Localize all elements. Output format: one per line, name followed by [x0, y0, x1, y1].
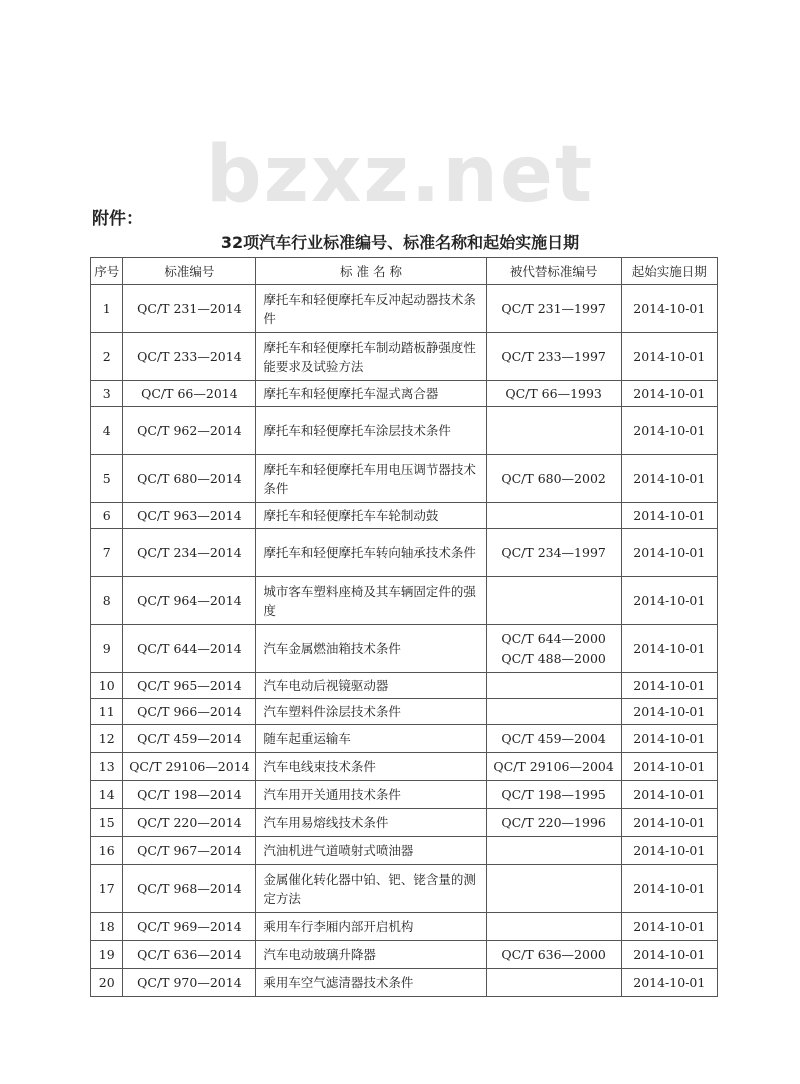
- row-seq: 9: [91, 625, 123, 673]
- row-replaced-code: [486, 865, 621, 913]
- row-replaced-code: [486, 503, 621, 529]
- row-seq: 11: [91, 699, 123, 725]
- table-title: 32项汽车行业标准编号、标准名称和起始实施日期: [220, 233, 580, 252]
- row-replaced-code: [486, 673, 621, 699]
- row-standard-code: QC/T 967—2014: [123, 837, 256, 865]
- row-standard-name: 乘用车行李厢内部开启机构: [256, 913, 486, 941]
- table-row: [91, 455, 718, 503]
- row-start-date: 2014-10-01: [621, 725, 717, 753]
- row-seq: 17: [91, 865, 123, 913]
- row-seq: 6: [91, 503, 123, 529]
- row-seq: 7: [91, 529, 123, 577]
- row-standard-name: 乘用车空气滤清器技术条件: [256, 969, 486, 997]
- row-start-date: 2014-10-01: [621, 941, 717, 969]
- header-standard-code: 标准编号: [123, 258, 256, 285]
- table-row: [91, 699, 718, 725]
- table-row: [91, 529, 718, 577]
- row-start-date: 2014-10-01: [621, 699, 717, 725]
- row-start-date: 2014-10-01: [621, 673, 717, 699]
- row-standard-code: QC/T 965—2014: [123, 673, 256, 699]
- row-start-date: 2014-10-01: [621, 625, 717, 673]
- row-replaced-code: QC/T 231—1997: [486, 285, 621, 333]
- header-standard-name: 标 准 名 称: [256, 258, 486, 285]
- row-replaced-code: QC/T 234—1997: [486, 529, 621, 577]
- row-standard-name: 汽车用开关通用技术条件: [256, 781, 486, 809]
- row-standard-name: 摩托车和轻便摩托车车轮制动鼓: [256, 503, 486, 529]
- row-standard-code: QC/T 459—2014: [123, 725, 256, 753]
- table-row: [91, 673, 718, 699]
- row-start-date: 2014-10-01: [621, 781, 717, 809]
- row-replaced-code: QC/T 66—1993: [486, 381, 621, 407]
- row-standard-code: QC/T 233—2014: [123, 333, 256, 381]
- row-replaced-code: QC/T 644—2000 QC/T 488—2000: [486, 625, 621, 673]
- row-seq: 4: [91, 407, 123, 455]
- row-replaced-code: QC/T 459—2004: [486, 725, 621, 753]
- row-standard-name: 金属催化转化器中铂、钯、铑含量的测定方法: [256, 865, 486, 913]
- row-seq: 10: [91, 673, 123, 699]
- row-seq: 20: [91, 969, 123, 997]
- row-seq: 18: [91, 913, 123, 941]
- table-row: [91, 381, 718, 407]
- standards-table: [90, 257, 718, 997]
- row-standard-name: 摩托车和轻便摩托车转向轴承技术条件: [256, 529, 486, 577]
- row-seq: 8: [91, 577, 123, 625]
- row-standard-name: 汽油机进气道喷射式喷油器: [256, 837, 486, 865]
- row-standard-code: QC/T 966—2014: [123, 699, 256, 725]
- row-start-date: 2014-10-01: [621, 529, 717, 577]
- table-row: [91, 407, 718, 455]
- row-standard-name: 汽车电动玻璃升降器: [256, 941, 486, 969]
- header-start-date: 起始实施日期: [621, 258, 717, 285]
- table-row: [91, 753, 718, 781]
- row-replaced-code: [486, 577, 621, 625]
- row-replaced-code: QC/T 636—2000: [486, 941, 621, 969]
- row-standard-name: 摩托车和轻便摩托车涂层技术条件: [256, 407, 486, 455]
- row-start-date: 2014-10-01: [621, 753, 717, 781]
- row-standard-code: QC/T 970—2014: [123, 969, 256, 997]
- row-start-date: 2014-10-01: [621, 913, 717, 941]
- row-standard-code: QC/T 231—2014: [123, 285, 256, 333]
- row-start-date: 2014-10-01: [621, 407, 717, 455]
- row-replaced-code: [486, 407, 621, 455]
- table-row: [91, 333, 718, 381]
- row-standard-name: 汽车电动后视镜驱动器: [256, 673, 486, 699]
- row-start-date: 2014-10-01: [621, 837, 717, 865]
- row-standard-code: QC/T 964—2014: [123, 577, 256, 625]
- row-standard-name: 摩托车和轻便摩托车湿式离合器: [256, 381, 486, 407]
- row-start-date: 2014-10-01: [621, 503, 717, 529]
- header-seq: 序号: [91, 258, 123, 285]
- watermark: bzxz.net: [205, 130, 595, 220]
- table-row: [91, 837, 718, 865]
- table-header-row: [91, 258, 718, 285]
- row-start-date: 2014-10-01: [621, 381, 717, 407]
- table-row: [91, 941, 718, 969]
- row-standard-name: 摩托车和轻便摩托车反冲起动器技术条件: [256, 285, 486, 333]
- row-seq: 15: [91, 809, 123, 837]
- row-standard-code: QC/T 968—2014: [123, 865, 256, 913]
- row-standard-code: QC/T 636—2014: [123, 941, 256, 969]
- table-row: [91, 865, 718, 913]
- row-standard-name: 摩托车和轻便摩托车制动踏板静强度性能要求及试验方法: [256, 333, 486, 381]
- row-standard-code: QC/T 234—2014: [123, 529, 256, 577]
- table-row: [91, 781, 718, 809]
- row-seq: 1: [91, 285, 123, 333]
- row-seq: 2: [91, 333, 123, 381]
- row-start-date: 2014-10-01: [621, 333, 717, 381]
- row-start-date: 2014-10-01: [621, 285, 717, 333]
- row-standard-name: 城市客车塑料座椅及其车辆固定件的强度: [256, 577, 486, 625]
- row-seq: 14: [91, 781, 123, 809]
- row-seq: 5: [91, 455, 123, 503]
- table-row: [91, 503, 718, 529]
- row-standard-name: 汽车电线束技术条件: [256, 753, 486, 781]
- row-start-date: 2014-10-01: [621, 969, 717, 997]
- row-standard-name: 汽车用易熔线技术条件: [256, 809, 486, 837]
- row-seq: 12: [91, 725, 123, 753]
- row-replaced-code: [486, 913, 621, 941]
- row-replaced-code: [486, 699, 621, 725]
- row-standard-code: QC/T 29106—2014: [123, 753, 256, 781]
- row-standard-code: QC/T 680—2014: [123, 455, 256, 503]
- row-start-date: 2014-10-01: [621, 809, 717, 837]
- table-row: [91, 809, 718, 837]
- row-standard-code: QC/T 220—2014: [123, 809, 256, 837]
- row-standard-code: QC/T 962—2014: [123, 407, 256, 455]
- table-row: [91, 969, 718, 997]
- table-row: [91, 725, 718, 753]
- header-replaced-code: 被代替标准编号: [486, 258, 621, 285]
- attachment-label: 附件：: [92, 209, 143, 229]
- row-replaced-code: [486, 969, 621, 997]
- row-standard-code: QC/T 969—2014: [123, 913, 256, 941]
- table-row: [91, 625, 718, 673]
- row-standard-code: QC/T 963—2014: [123, 503, 256, 529]
- table-row: [91, 913, 718, 941]
- row-seq: 19: [91, 941, 123, 969]
- row-standard-name: 汽车塑料件涂层技术条件: [256, 699, 486, 725]
- row-seq: 3: [91, 381, 123, 407]
- row-seq: 13: [91, 753, 123, 781]
- row-standard-code: QC/T 198—2014: [123, 781, 256, 809]
- row-standard-code: QC/T 644—2014: [123, 625, 256, 673]
- row-standard-name: 汽车金属燃油箱技术条件: [256, 625, 486, 673]
- row-replaced-code: [486, 837, 621, 865]
- row-start-date: 2014-10-01: [621, 455, 717, 503]
- row-seq: 16: [91, 837, 123, 865]
- row-standard-name: 摩托车和轻便摩托车用电压调节器技术条件: [256, 455, 486, 503]
- row-start-date: 2014-10-01: [621, 865, 717, 913]
- row-replaced-code: QC/T 198—1995: [486, 781, 621, 809]
- row-replaced-code: QC/T 29106—2004: [486, 753, 621, 781]
- row-replaced-code: QC/T 233—1997: [486, 333, 621, 381]
- row-start-date: 2014-10-01: [621, 577, 717, 625]
- table-row: [91, 577, 718, 625]
- row-standard-code: QC/T 66—2014: [123, 381, 256, 407]
- row-replaced-code: QC/T 220—1996: [486, 809, 621, 837]
- table-row: [91, 285, 718, 333]
- row-standard-name: 随车起重运输车: [256, 725, 486, 753]
- row-replaced-code: QC/T 680—2002: [486, 455, 621, 503]
